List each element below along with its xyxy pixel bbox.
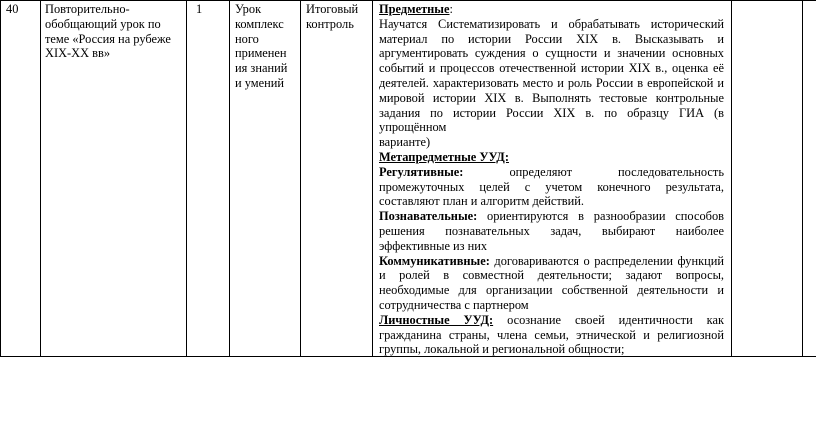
cognitive-line bbox=[379, 209, 724, 224]
subject-text-line: аргументировать суждения о сущности и значении основных bbox=[379, 46, 724, 61]
col-border-4 bbox=[300, 0, 301, 357]
subject-text-line: материал по истории России XIX в. Высказывать и bbox=[379, 31, 724, 46]
cognitive-text-line: решения познавательных задач, выбирают наиболее bbox=[379, 223, 724, 238]
personal-line bbox=[379, 313, 724, 328]
lesson-type-line: комплекс bbox=[235, 16, 284, 31]
lesson-number: 40 bbox=[6, 2, 19, 16]
lesson-type-line: Урок bbox=[235, 2, 262, 16]
col-border-7 bbox=[802, 0, 803, 357]
regulative-text-line: составляют план и алгоритм действий. bbox=[379, 194, 585, 209]
communicative-text: договариваются о распределении функций bbox=[489, 253, 724, 268]
cell-number bbox=[6, 2, 36, 17]
control-line: Итоговый bbox=[306, 2, 359, 16]
meta-heading: Метапредметные УУД: bbox=[379, 149, 509, 164]
col-border-3 bbox=[229, 0, 230, 357]
col-border-6 bbox=[731, 0, 732, 357]
subject-heading-colon: : bbox=[449, 2, 453, 16]
hours-value: 1 bbox=[196, 2, 203, 16]
subject-text-line: задания по истории России XIX в. по образцу ГИА (в упрощённом bbox=[379, 105, 724, 135]
communicative-text-line: сотрудничества с партнером bbox=[379, 297, 529, 312]
subject-text-line: событий и процессов отечественной истории XIX в., оценка её bbox=[379, 61, 724, 76]
personal-label: Личностные УУД: bbox=[379, 312, 494, 327]
regulative-label: Регулятивные: bbox=[379, 164, 464, 179]
regulative-text-line: промежуточных целей с учетом конечного результата, bbox=[379, 179, 724, 194]
topic-line: теме «Россия на рубеже bbox=[45, 31, 171, 46]
cell-hours bbox=[196, 2, 226, 17]
col-border-2 bbox=[186, 0, 187, 357]
col-border-0 bbox=[0, 0, 1, 357]
communicative-text-line: необходимые для организации собственной деятельности и bbox=[379, 283, 724, 298]
cognitive-text-line: эффективные из них bbox=[379, 238, 488, 253]
control-line: контроль bbox=[306, 16, 354, 31]
topic-line: обобщающий урок по bbox=[45, 16, 161, 31]
subject-text-line: Научатся Систематизировать и обрабатывать исторический bbox=[379, 16, 724, 31]
communicative-line bbox=[379, 254, 724, 269]
communicative-text-line: и ролей в совместной деятельности; задают вопросы, bbox=[379, 268, 724, 283]
cell-topic bbox=[45, 2, 185, 61]
personal-text-line: гражданина страны, члена семьи, этнической и религиозной bbox=[379, 327, 724, 342]
subject-text-line: деятелей. характеризовать место и роль России в европейской и bbox=[379, 75, 724, 90]
subject-heading: Предметные bbox=[379, 2, 450, 16]
cognitive-text: ориентируются в разнообразии способов bbox=[477, 209, 724, 224]
personal-text: осознание своей идентичности как bbox=[493, 312, 724, 327]
col-border-1 bbox=[40, 0, 41, 357]
cell-lesson-type bbox=[235, 2, 299, 91]
table-top-border bbox=[0, 0, 816, 1]
col-border-5 bbox=[372, 0, 373, 357]
topic-line: XIX-XX вв» bbox=[45, 46, 111, 61]
personal-text-line: группы, локальной и региональной общности; bbox=[379, 342, 625, 357]
subject-text-line: варианте) bbox=[379, 135, 431, 150]
lesson-type-line: и умений bbox=[235, 75, 284, 90]
cell-control bbox=[306, 2, 371, 32]
subject-text-line: мировой истории XIX в. Выполнять тестовые контрольные bbox=[379, 90, 724, 105]
regulative-text: определяют последовательность bbox=[463, 164, 724, 179]
lesson-type-line: применен bbox=[235, 46, 287, 61]
communicative-label: Коммуникативные: bbox=[379, 253, 490, 268]
topic-line: Повторительно- bbox=[45, 2, 130, 16]
subject-heading-line bbox=[379, 2, 724, 17]
regulative-line bbox=[379, 165, 724, 180]
cognitive-label: Познавательные: bbox=[379, 209, 478, 224]
cell-results bbox=[379, 2, 724, 357]
lesson-type-line: ия знаний bbox=[235, 61, 288, 76]
lesson-type-line: ного bbox=[235, 31, 259, 46]
